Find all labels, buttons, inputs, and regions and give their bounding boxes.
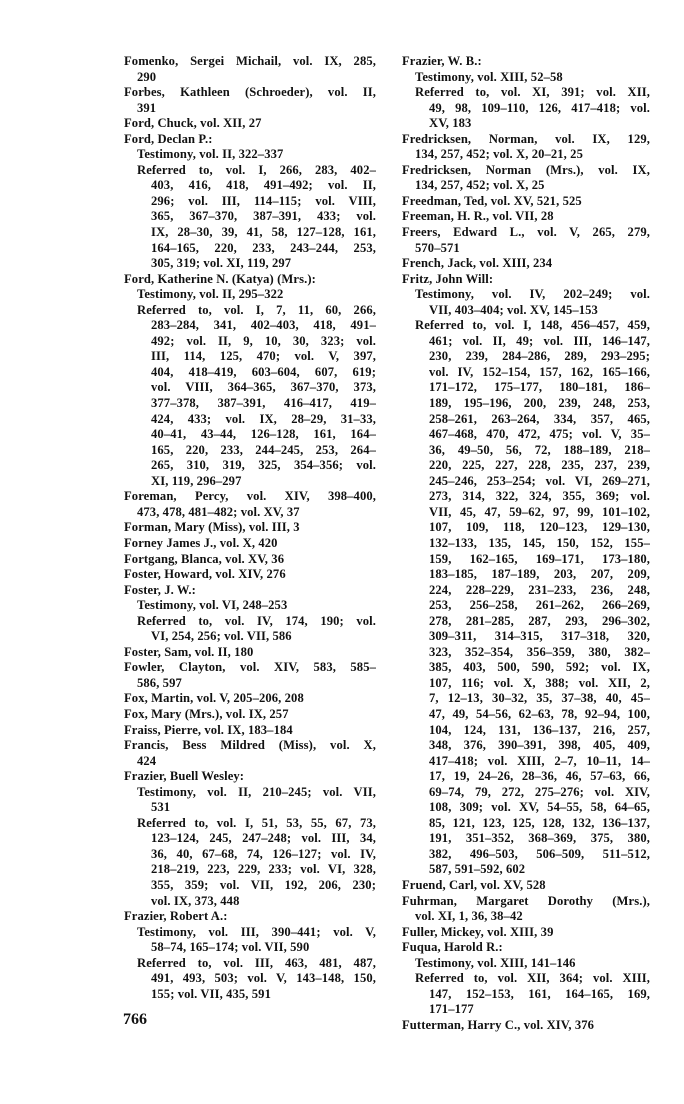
index-entry xyxy=(124,116,376,132)
entry-continuation-line: 461; vol. II, 49; vol. III, 146–147, xyxy=(429,333,650,348)
entry-line: Futterman, Harry C., vol. XIV, 376 xyxy=(402,1017,595,1032)
index-entry xyxy=(402,256,650,272)
entry-line: Testimony, vol. IV, 202–249; vol. xyxy=(415,287,650,302)
entry-continuation-line: 283–284, 341, 402–403, 418, 491– xyxy=(151,318,376,333)
entry-continuation-line: 403, 416, 418, 491–492; vol. II, xyxy=(151,178,376,193)
index-subentry xyxy=(124,598,376,614)
index-entry xyxy=(402,163,650,194)
index-entry xyxy=(124,132,376,148)
index-entry xyxy=(402,1018,650,1034)
entry-continuation-line: 147, 152–153, 161, 164–165, 169, xyxy=(429,986,650,1001)
entry-line: Forney James J., vol. X, 420 xyxy=(124,535,278,550)
index-entry xyxy=(402,272,650,288)
index-entry xyxy=(402,878,650,894)
entry-line: Referred to, vol. I, 266, 283, 402– xyxy=(137,162,376,177)
index-subentry xyxy=(124,925,376,956)
entry-continuation-line: 69–74, 79, 272, 275–276; vol. XIV, xyxy=(429,784,650,799)
entry-continuation-line: VII, 403–404; vol. XV, 145–153 xyxy=(429,302,598,317)
index-subentry xyxy=(124,816,376,909)
index-entry xyxy=(124,660,376,691)
entry-continuation-line: 165, 220, 233, 244–245, 253, 264– xyxy=(151,442,376,457)
entry-continuation-line: IX, 28–30, 39, 41, 58, 127–128, 161, xyxy=(151,225,376,240)
entry-line: Referred to, vol. I, 7, 11, 60, 266, xyxy=(137,302,376,317)
entry-continuation-line: VII, 45, 47, 59–62, 97, 99, 101–102, xyxy=(429,504,650,519)
entry-continuation-line: 36, 49–50, 56, 72, 188–189, 218– xyxy=(429,442,650,457)
entry-continuation-line: 290 xyxy=(137,69,157,84)
entry-continuation-line: 348, 376, 390–391, 398, 405, 409, xyxy=(429,738,650,753)
entry-continuation-line: 273, 314, 322, 324, 355, 369; vol. xyxy=(429,489,650,504)
entry-continuation-line: 253, 256–258, 261–262, 266–269, xyxy=(429,598,650,613)
index-subentry xyxy=(402,318,650,878)
index-entry xyxy=(402,209,650,225)
entry-continuation-line: 171–172, 175–177, 180–181, 186– xyxy=(429,380,650,395)
entry-continuation-line: 191, 351–352, 368–369, 375, 380, xyxy=(429,831,650,846)
index-subentry xyxy=(124,614,376,645)
index-entry xyxy=(124,707,376,723)
entry-line: Testimony, vol. VI, 248–253 xyxy=(137,598,288,613)
entry-line: Testimony, vol. II, 295–322 xyxy=(137,287,284,302)
index-subentry xyxy=(124,287,376,303)
entry-continuation-line: 245–246, 253–254; vol. VI, 269–271, xyxy=(429,473,650,488)
entry-line: Foster, Sam, vol. II, 180 xyxy=(124,644,254,659)
index-entry xyxy=(402,132,650,163)
entry-continuation-line: 385, 403, 500, 590, 592; vol. IX, xyxy=(429,660,650,675)
index-subentry xyxy=(124,163,376,272)
index-entry xyxy=(124,54,376,85)
entry-continuation-line: 218–219, 223, 229, 233; vol. VI, 328, xyxy=(151,862,376,877)
entry-line: Fritz, John Will: xyxy=(402,271,494,286)
entry-continuation-line: 40–41, 43–44, 126–128, 161, 164– xyxy=(151,427,376,442)
entry-continuation-line: vol. IX, 373, 448 xyxy=(151,893,240,908)
entry-continuation-line: 108, 309; vol. XV, 54–55, 58, 64–65, xyxy=(429,800,650,815)
index-entry xyxy=(124,909,376,925)
index-entry xyxy=(402,54,650,70)
entry-line: Referred to, vol. I, 148, 456–457, 459, xyxy=(415,318,650,333)
entry-continuation-line: 134, 257, 452; vol. X, 20–21, 25 xyxy=(415,147,583,162)
entry-continuation-line: 365, 367–370, 387–391, 433; vol. xyxy=(151,209,376,224)
entry-continuation-line: 258–261, 263–264, 334, 357, 465, xyxy=(429,411,650,426)
entry-continuation-line: 58–74, 165–174; vol. VII, 590 xyxy=(151,940,310,955)
entry-continuation-line: 220, 225, 227, 228, 235, 237, 239, xyxy=(429,458,650,473)
entry-continuation-line: 305, 319; vol. XI, 119, 297 xyxy=(151,256,292,271)
entry-line: Referred to, vol. I, 51, 53, 55, 67, 73, xyxy=(137,815,376,830)
index-column-right xyxy=(402,54,650,1033)
entry-continuation-line: 391 xyxy=(137,100,157,115)
entry-line: Frazier, W. B.: xyxy=(402,54,482,68)
entry-continuation-line: XV, 183 xyxy=(429,116,472,131)
entry-continuation-line: vol. IV, 152–154, 157, 162, 165–166, xyxy=(429,364,650,379)
entry-continuation-line: 134, 257, 452; vol. X, 25 xyxy=(415,178,545,193)
entry-line: Referred to, vol. III, 463, 481, 487, xyxy=(137,955,376,970)
entry-continuation-line: 492; vol. II, 9, 10, 30, 323; vol. xyxy=(151,333,376,348)
index-subentry xyxy=(124,785,376,816)
entry-continuation-line: 491, 493, 503; vol. V, 143–148, 150, xyxy=(151,971,376,986)
entry-continuation-line: 417–418; vol. XIII, 2–7, 10–11, 14– xyxy=(429,753,650,768)
entry-line: Ford, Katherine N. (Katya) (Mrs.): xyxy=(124,271,316,286)
index-entry xyxy=(124,520,376,536)
entry-continuation-line: 309–311, 314–315, 317–318, 320, xyxy=(429,629,650,644)
index-entry xyxy=(402,940,650,956)
entry-line: Testimony, vol. II, 210–245; vol. VII, xyxy=(137,784,376,799)
entry-line: Referred to, vol. XII, 364; vol. XIII, xyxy=(415,971,650,986)
index-entry xyxy=(124,723,376,739)
entry-line: Fuller, Mickey, vol. XIII, 39 xyxy=(402,924,554,939)
entry-line: Fox, Martin, vol. V, 205–206, 208 xyxy=(124,691,304,706)
entry-continuation-line: 265, 310, 319, 325, 354–356; vol. xyxy=(151,458,376,473)
index-subentry xyxy=(402,956,650,972)
entry-line: Freers, Edward L., vol. V, 265, 279, xyxy=(402,225,650,240)
entry-line: Fowler, Clayton, vol. XIV, 583, 585– xyxy=(124,660,376,675)
entry-continuation-line: 531 xyxy=(151,800,171,815)
entry-line: Testimony, vol. III, 390–441; vol. V, xyxy=(137,924,376,939)
index-entry xyxy=(402,925,650,941)
entry-continuation-line: 296; vol. III, 114–115; vol. VIII, xyxy=(151,193,376,208)
entry-continuation-line: 377–378, 387–391, 416–417, 419– xyxy=(151,396,376,411)
index-entry xyxy=(124,645,376,661)
entry-continuation-line: 183–185, 187–189, 203, 207, 209, xyxy=(429,567,650,582)
entry-continuation-line: 473, 478, 481–482; vol. XV, 37 xyxy=(137,504,300,519)
entry-continuation-line: 424, 433; vol. IX, 28–29, 31–33, xyxy=(151,411,376,426)
entry-continuation-line: 47, 49, 54–56, 62–63, 78, 92–94, 100, xyxy=(429,706,650,721)
entry-line: Foster, J. W.: xyxy=(124,582,196,597)
index-entry xyxy=(124,738,376,769)
index-subentry xyxy=(402,70,650,86)
index-entry xyxy=(124,536,376,552)
index-entry xyxy=(124,272,376,288)
index-subentry xyxy=(124,956,376,1003)
index-entry xyxy=(124,769,376,785)
entry-line: Fredricksen, Norman (Mrs.), vol. IX, xyxy=(402,162,650,177)
entry-line: Freeman, H. R., vol. VII, 28 xyxy=(402,209,554,224)
entry-line: Testimony, vol. II, 322–337 xyxy=(137,147,284,162)
entry-continuation-line: VI, 254, 256; vol. VII, 586 xyxy=(151,629,292,644)
entry-continuation-line: 7, 12–13, 30–32, 35, 37–38, 40, 45– xyxy=(429,691,650,706)
index-entry xyxy=(124,691,376,707)
index-entry xyxy=(402,194,650,210)
index-entry xyxy=(124,552,376,568)
entry-line: Forbes, Kathleen (Schroeder), vol. II, xyxy=(124,85,376,100)
entry-continuation-line: 382, 496–503, 506–509, 511–512, xyxy=(429,846,650,861)
entry-line: Ford, Chuck, vol. XII, 27 xyxy=(124,116,262,131)
entry-line: Fuqua, Harold R.: xyxy=(402,940,503,955)
index-subentry xyxy=(402,971,650,1018)
entry-line: Fraiss, Pierre, vol. IX, 183–184 xyxy=(124,722,293,737)
index-subentry xyxy=(402,85,650,132)
entry-continuation-line: 159, 162–165, 169–171, 173–180, xyxy=(429,551,650,566)
entry-continuation-line: 467–468, 470, 472, 475; vol. V, 35– xyxy=(429,427,650,442)
entry-continuation-line: 164–165, 220, 233, 243–244, 253, xyxy=(151,240,376,255)
index-entry xyxy=(124,85,376,116)
entry-line: Foster, Howard, vol. XIV, 276 xyxy=(124,567,286,582)
entry-line: Testimony, vol. XIII, 52–58 xyxy=(415,69,563,84)
entry-continuation-line: 587, 591–592, 602 xyxy=(429,862,526,877)
entry-continuation-line: 49, 98, 109–110, 126, 417–418; vol. xyxy=(429,100,650,115)
entry-line: Testimony, vol. XIII, 141–146 xyxy=(415,955,576,970)
entry-continuation-line: vol. VIII, 364–365, 367–370, 373, xyxy=(151,380,376,395)
index-entry xyxy=(124,567,376,583)
entry-continuation-line: 85, 121, 123, 125, 128, 132, 136–137, xyxy=(429,815,650,830)
index-subentry xyxy=(124,147,376,163)
entry-continuation-line: 404, 418–419, 603–604, 607, 619; xyxy=(151,364,376,379)
entry-line: Ford, Declan P.: xyxy=(124,131,213,146)
entry-continuation-line: 104, 124, 131, 136–137, 216, 257, xyxy=(429,722,650,737)
entry-continuation-line: 278, 281–285, 287, 293, 296–302, xyxy=(429,613,650,628)
index-entry xyxy=(124,489,376,520)
entry-line: Forman, Mary (Miss), vol. III, 3 xyxy=(124,520,300,535)
entry-line: Foreman, Percy, vol. XIV, 398–400, xyxy=(124,489,376,504)
index-subentry xyxy=(402,287,650,318)
index-entry xyxy=(124,583,376,599)
entry-line: Frazier, Robert A.: xyxy=(124,909,228,924)
entry-continuation-line: 17, 19, 24–26, 28–36, 46, 57–63, 66, xyxy=(429,769,650,784)
entry-continuation-line: 132–133, 135, 145, 150, 152, 155– xyxy=(429,535,650,550)
entry-continuation-line: 355, 359; vol. VII, 192, 206, 230; xyxy=(151,877,376,892)
entry-continuation-line: 189, 195–196, 200, 239, 248, 253, xyxy=(429,396,650,411)
index-entry xyxy=(402,225,650,256)
entry-line: French, Jack, vol. XIII, 234 xyxy=(402,256,553,271)
entry-line: Frazier, Buell Wesley: xyxy=(124,769,245,784)
entry-line: Freedman, Ted, vol. XV, 521, 525 xyxy=(402,193,582,208)
index-entry xyxy=(402,894,650,925)
entry-continuation-line: III, 114, 125, 470; vol. V, 397, xyxy=(151,349,376,364)
index-column-left xyxy=(124,54,376,1002)
entry-line: Francis, Bess Mildred (Miss), vol. X, xyxy=(124,738,376,753)
entry-continuation-line: 586, 597 xyxy=(137,675,182,690)
entry-continuation-line: 107, 109, 118, 120–123, 129–130, xyxy=(429,520,650,535)
entry-continuation-line: XI, 119, 296–297 xyxy=(151,473,242,488)
entry-continuation-line: 123–124, 245, 247–248; vol. III, 34, xyxy=(151,831,376,846)
entry-line: Referred to, vol. XI, 391; vol. XII, xyxy=(415,85,650,100)
index-subentry xyxy=(124,303,376,490)
entry-line: Fortgang, Blanca, vol. XV, 36 xyxy=(124,551,285,566)
entry-line: Fruend, Carl, vol. XV, 528 xyxy=(402,877,546,892)
entry-continuation-line: 570–571 xyxy=(415,240,460,255)
page-number: 766 xyxy=(123,1011,147,1028)
entry-continuation-line: vol. XI, 1, 36, 38–42 xyxy=(415,909,523,924)
entry-continuation-line: 323, 352–354, 356–359, 380, 382– xyxy=(429,644,650,659)
entry-continuation-line: 36, 40, 67–68, 74, 126–127; vol. IV, xyxy=(151,846,376,861)
entry-line: Fredricksen, Norman, vol. IX, 129, xyxy=(402,131,650,146)
entry-continuation-line: 107, 116; vol. X, 388; vol. XII, 2, xyxy=(429,675,650,690)
entry-line: Referred to, vol. IV, 174, 190; vol. xyxy=(137,613,376,628)
entry-line: Fomenko, Sergei Michail, vol. IX, 285, xyxy=(124,54,376,68)
entry-continuation-line: 224, 228–229, 231–233, 236, 248, xyxy=(429,582,650,597)
entry-line: Fuhrman, Margaret Dorothy (Mrs.), xyxy=(402,893,650,908)
entry-continuation-line: 424 xyxy=(137,753,157,768)
entry-continuation-line: 171–177 xyxy=(429,1002,474,1017)
entry-continuation-line: 155; vol. VII, 435, 591 xyxy=(151,986,271,1001)
entry-continuation-line: 230, 239, 284–286, 289, 293–295; xyxy=(429,349,650,364)
entry-line: Fox, Mary (Mrs.), vol. IX, 257 xyxy=(124,706,289,721)
